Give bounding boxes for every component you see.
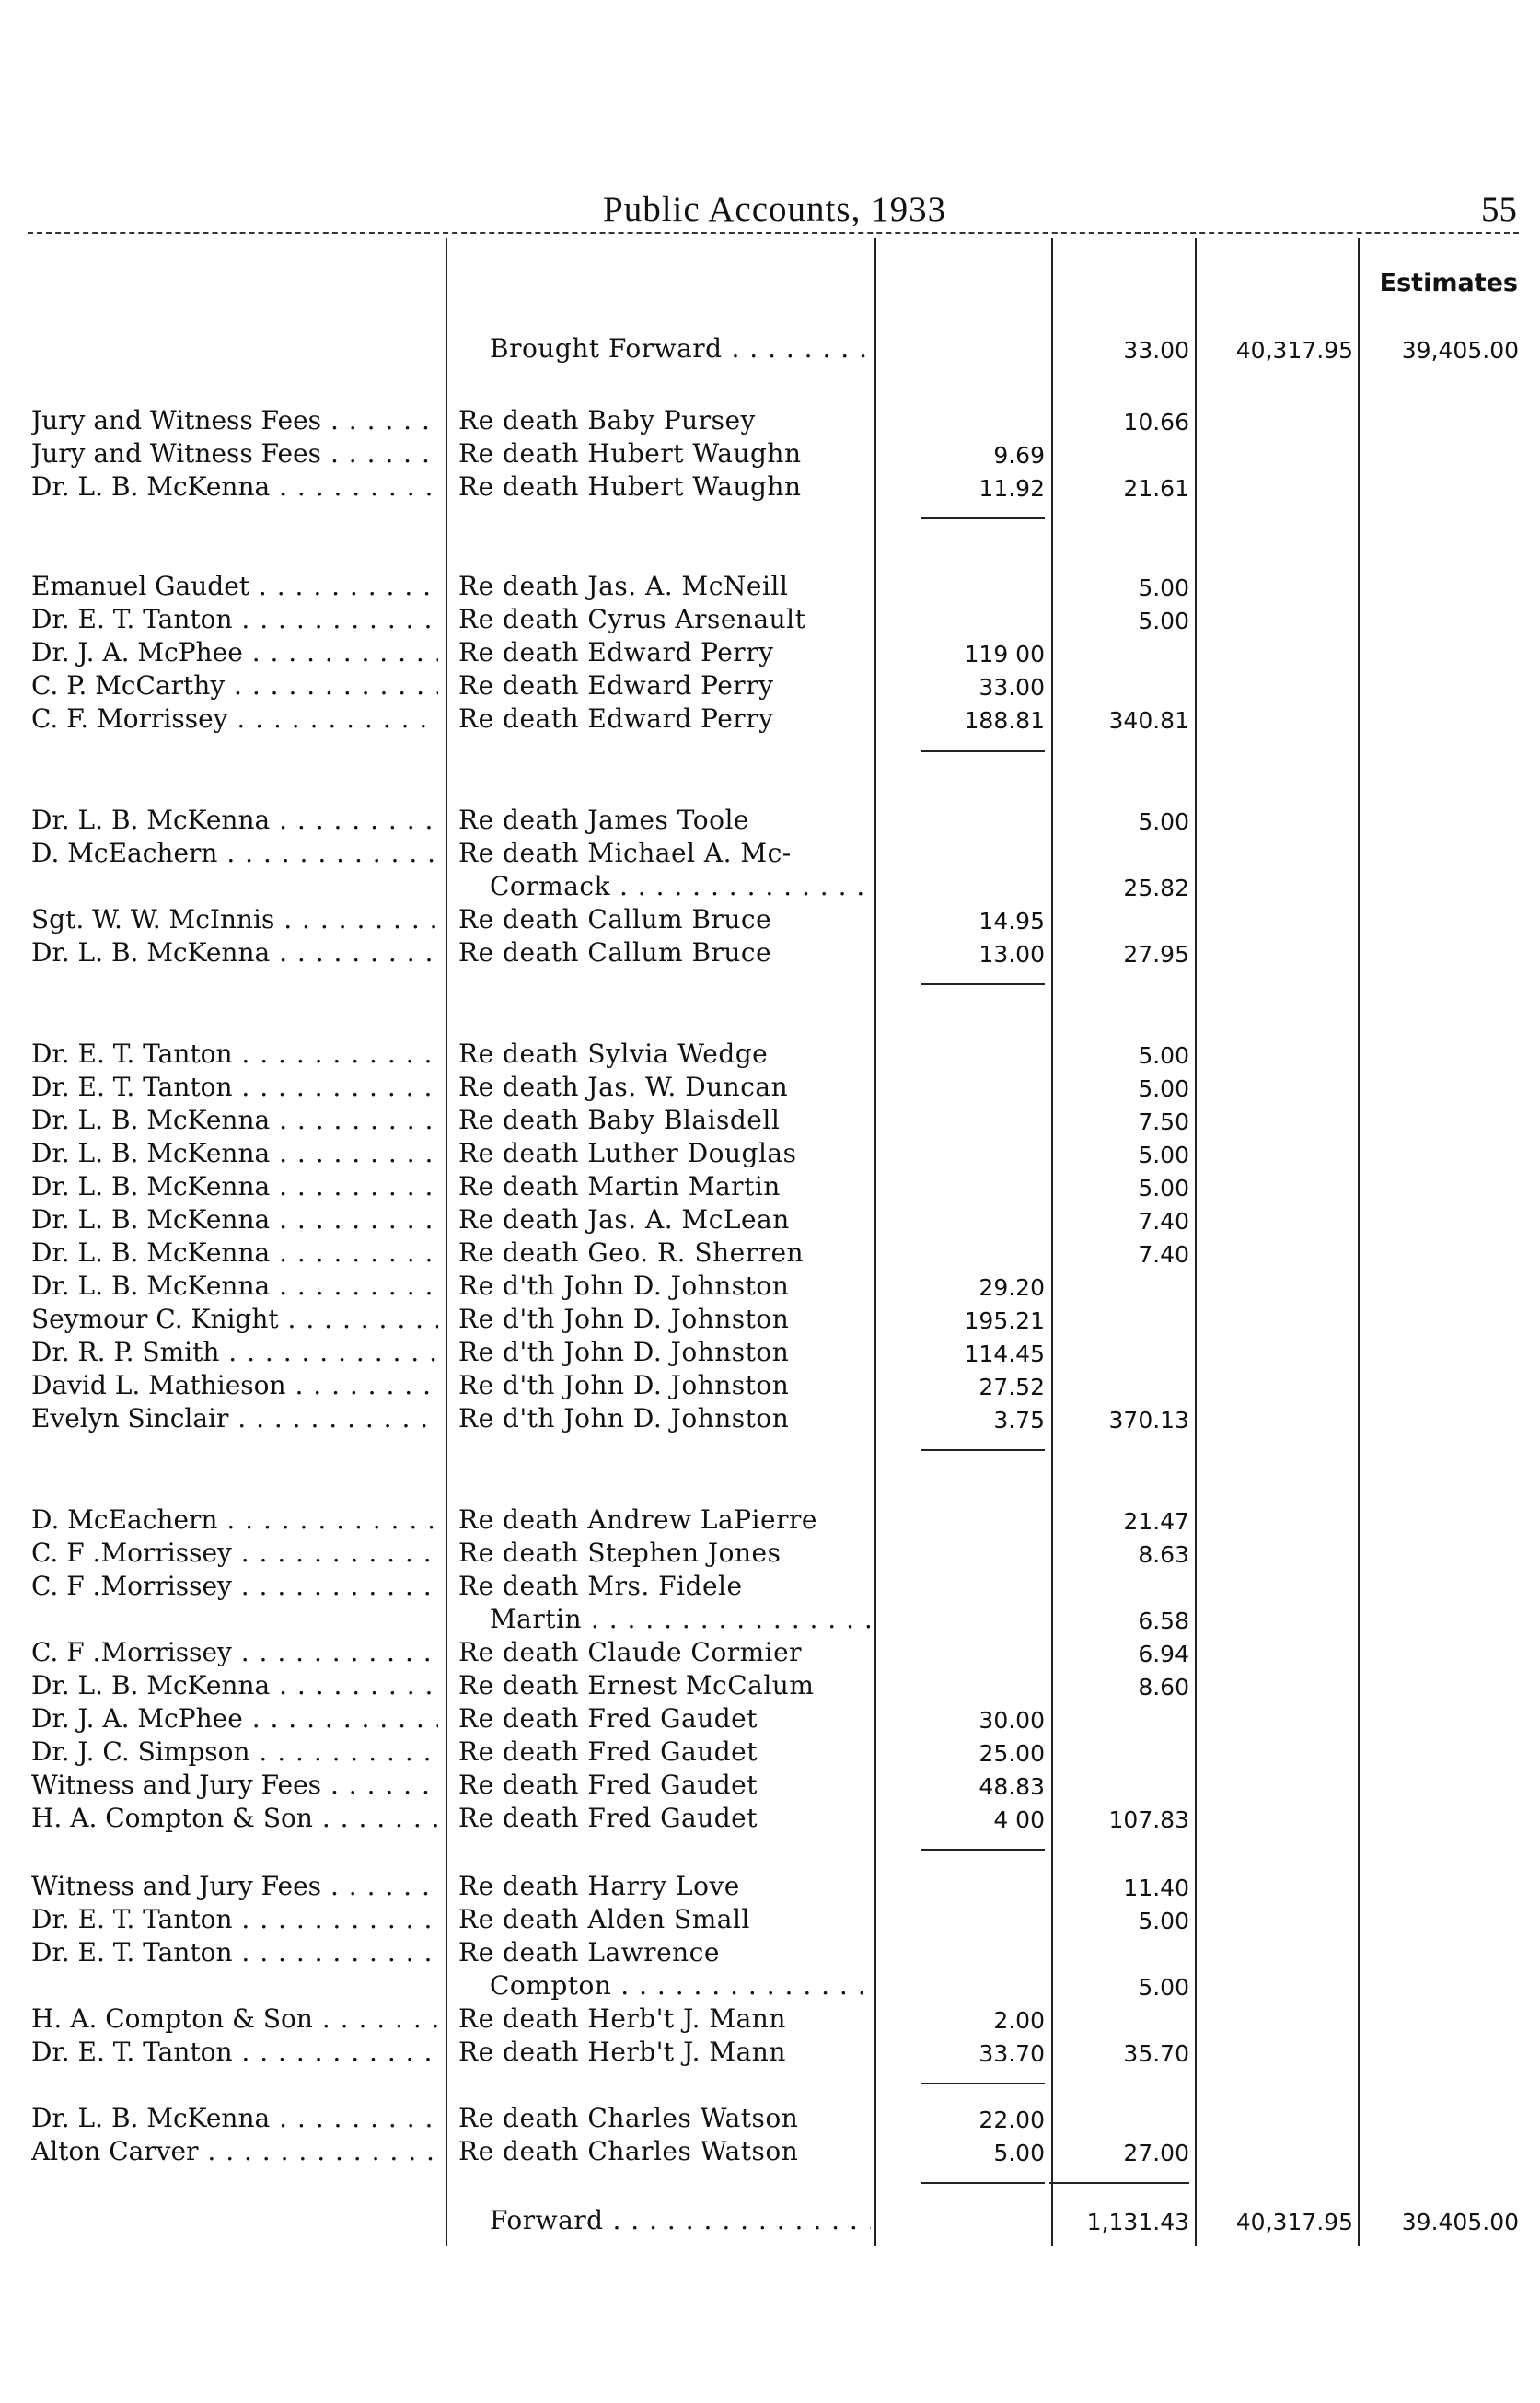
amount-total: 11.40	[1123, 1875, 1189, 1901]
description: Compton . . .	[490, 1970, 871, 2003]
amount-item: 22.00	[978, 2107, 1045, 2133]
description: Re death Luther Douglas	[458, 1138, 797, 1168]
payee: D. McEachern . . .	[31, 1504, 438, 1538]
amount-item: 33.00	[978, 674, 1045, 701]
amount-total: 35.70	[1123, 2040, 1189, 2067]
table-row	[0, 703, 1540, 737]
payee: Dr. E. T. Tanton . . .	[31, 1904, 438, 1937]
amount-total: 370.13	[1108, 1407, 1189, 1434]
table-row	[0, 1703, 1540, 1736]
payee: H. A. Compton & Son . . .	[31, 2003, 438, 2037]
payee: Dr. R. P. Smith . . .	[31, 1337, 438, 1370]
description: Re death Herb't J. Mann	[458, 2003, 786, 2034]
description: Re death Baby Blaisdell	[458, 1105, 781, 1135]
brought-forward-row	[0, 333, 1540, 366]
table-row	[0, 1670, 1540, 1703]
amount-total: 25.82	[1123, 875, 1189, 901]
description: Re death Jas. W. Duncan	[458, 1072, 789, 1102]
amount-total: 10.66	[1123, 409, 1189, 435]
table-row	[0, 571, 1540, 604]
table-row	[0, 1504, 1540, 1538]
table-row	[0, 904, 1540, 937]
subtotal-rule	[921, 2182, 1045, 2184]
amount-item: 25.00	[978, 1740, 1045, 1767]
payee: Dr. E. T. Tanton . . .	[31, 604, 438, 637]
description: Re d'th John D. Johnston	[458, 1304, 790, 1334]
brought-forward-label: Brought Forward . . .	[490, 333, 871, 366]
amount-total: 340.81	[1108, 707, 1189, 734]
amount-item	[884, 575, 1045, 604]
amount-total	[1059, 1274, 1189, 1304]
amount-total	[1059, 2007, 1189, 2037]
table-row	[0, 637, 1540, 670]
table-row	[0, 1105, 1540, 1138]
table-row	[0, 937, 1540, 970]
page-title: Public Accounts, 1933	[603, 190, 947, 229]
payee: Dr. L. B. McKenna . . .	[31, 1204, 438, 1237]
brought-forward-col2: 33.00	[1123, 337, 1189, 364]
table-row	[0, 604, 1540, 637]
amount-total: 5.00	[1138, 1974, 1189, 2001]
payee: Jury and Witness Fees . . .	[31, 438, 438, 471]
amount-total: 5.00	[1138, 808, 1189, 835]
table-row	[0, 1904, 1540, 1937]
payee: Dr. E. T. Tanton . . .	[31, 1937, 438, 1970]
payee: D. McEachern . . .	[31, 838, 438, 871]
table-row	[0, 1271, 1540, 1304]
table-row	[0, 2003, 1540, 2037]
table-row	[0, 405, 1540, 438]
amount-total: 7.40	[1138, 1241, 1189, 1268]
amount-item	[884, 1875, 1045, 1904]
amount-item: 48.83	[978, 1773, 1045, 1800]
table-row	[0, 871, 1540, 904]
subtotal-rule	[921, 750, 1045, 752]
amount-item	[884, 1241, 1045, 1271]
payee: C. F .Morrissey . . .	[31, 1571, 438, 1604]
description: Re death Cyrus Arsenault	[458, 604, 806, 634]
amount-item	[884, 1641, 1045, 1670]
table-row	[0, 1871, 1540, 1904]
subtotal-rule	[921, 517, 1045, 519]
description: Re death Fred Gaudet	[458, 1803, 758, 1833]
table-row	[0, 1370, 1540, 1403]
payee: Dr. J. A. McPhee . . .	[31, 637, 438, 670]
amount-total: 5.00	[1138, 1175, 1189, 1202]
subtotal-rule	[921, 2083, 1045, 2084]
amount-total	[1059, 1341, 1189, 1370]
forward-row	[0, 2205, 1540, 2238]
payee: Dr. E. T. Tanton . . .	[31, 2037, 438, 2070]
amount-item: 27.52	[978, 1374, 1045, 1400]
description: Re death Fred Gaudet	[458, 1736, 758, 1767]
payee: Dr. L. B. McKenna . . .	[31, 937, 438, 970]
payee: Alton Carver . . .	[31, 2136, 438, 2169]
forward-col2: 1,131.43	[1086, 2209, 1189, 2235]
payee: C. P. McCarthy . . .	[31, 670, 438, 703]
payee: Dr. L. B. McKenna . . .	[31, 1670, 438, 1703]
description: Re death Sylvia Wedge	[458, 1039, 769, 1069]
subtotal-rule	[921, 983, 1045, 985]
description: Re death Charles Watson	[458, 2103, 799, 2133]
description: Re death Edward Perry	[458, 637, 774, 668]
table-row	[0, 1970, 1540, 2003]
amount-item: 5.00	[993, 2140, 1045, 2166]
amount-total	[1059, 1374, 1189, 1403]
estimates-header: Estimates	[1379, 269, 1518, 297]
description: Re death Lawrence	[458, 1937, 720, 1968]
description: Re d'th John D. Johnston	[458, 1403, 790, 1434]
amount-total	[1059, 908, 1189, 937]
description: Re death Martin Martin	[458, 1171, 781, 1202]
amount-item	[884, 842, 1045, 871]
description: Re death Stephen Jones	[458, 1538, 782, 1568]
subtotal-rule	[921, 1449, 1045, 1451]
description: Re death Hubert Waughn	[458, 471, 802, 502]
payee	[31, 1604, 438, 1637]
payee: Dr. L. B. McKenna . . .	[31, 1237, 438, 1271]
table-row	[0, 1604, 1540, 1637]
amount-item: 195.21	[964, 1307, 1045, 1334]
description: Re death Claude Cormier	[458, 1637, 803, 1667]
table-row	[0, 1304, 1540, 1337]
table-row	[0, 1937, 1540, 1970]
payee: Sgt. W. W. McInnis . . .	[31, 904, 438, 937]
table-row	[0, 1171, 1540, 1204]
amount-item: 33.70	[978, 2040, 1045, 2067]
description: Re death Harry Love	[458, 1871, 740, 1901]
amount-item	[884, 1574, 1045, 1604]
payee: Dr. E. T. Tanton . . .	[31, 1039, 438, 1072]
description: Re death Charles Watson	[458, 2136, 799, 2166]
amount-item	[884, 1541, 1045, 1571]
description: Re d'th John D. Johnston	[458, 1370, 790, 1400]
table-row	[0, 1204, 1540, 1237]
description: Re death Andrew LaPierre	[458, 1504, 817, 1535]
payee: C. F .Morrissey . . .	[31, 1538, 438, 1571]
payee: Dr. L. B. McKenna . . .	[31, 2103, 438, 2136]
table-row	[0, 2037, 1540, 2070]
description: Re death Hubert Waughn	[458, 438, 802, 469]
payee: Witness and Jury Fees . . .	[31, 1871, 438, 1904]
amount-item	[884, 1608, 1045, 1637]
amount-item: 114.45	[964, 1341, 1045, 1367]
forward-estimates: 39.405.00	[1401, 2209, 1519, 2235]
amount-item	[884, 1974, 1045, 2003]
amount-total: 27.95	[1123, 941, 1189, 968]
amount-total: 5.00	[1138, 1042, 1189, 1069]
amount-item	[884, 1175, 1045, 1204]
amount-total	[1059, 641, 1189, 670]
description: Re death Jas. A. McNeill	[458, 571, 789, 601]
table-row	[0, 1571, 1540, 1604]
amount-total	[1059, 1707, 1189, 1736]
table-row	[0, 1039, 1540, 1072]
amount-item: 9.69	[993, 442, 1045, 469]
amount-item	[884, 1908, 1045, 1937]
description: Re death Jas. A. McLean	[458, 1204, 790, 1235]
payee	[31, 871, 438, 904]
payee: Dr. L. B. McKenna . . .	[31, 1138, 438, 1171]
amount-total	[1059, 2107, 1189, 2136]
table-row	[0, 2103, 1540, 2136]
table-row	[0, 1337, 1540, 1370]
table-row	[0, 471, 1540, 505]
table-row	[0, 1138, 1540, 1171]
amount-total: 107.83	[1108, 1806, 1189, 1833]
description: Re death James Toole	[458, 805, 749, 835]
description: Re death Fred Gaudet	[458, 1703, 758, 1734]
amount-item	[884, 875, 1045, 904]
amount-item: 4 00	[993, 1806, 1045, 1833]
page-number: 55	[1481, 190, 1517, 229]
amount-total: 5.00	[1138, 1908, 1189, 1934]
amount-total	[1059, 1773, 1189, 1803]
description: Cormack . . .	[490, 871, 871, 904]
description: Re death Fred Gaudet	[458, 1770, 758, 1800]
forward-label: Forward . . .	[490, 2205, 871, 2238]
payee: Evelyn Sinclair . . .	[31, 1403, 438, 1436]
amount-item: 30.00	[978, 1707, 1045, 1734]
amount-item	[884, 1075, 1045, 1105]
payee: Dr. E. T. Tanton . . .	[31, 1072, 438, 1105]
description: Re death Callum Bruce	[458, 904, 772, 934]
payee: H. A. Compton & Son . . .	[31, 1803, 438, 1836]
amount-item: 2.00	[993, 2007, 1045, 2034]
amount-total: 6.94	[1138, 1641, 1189, 1667]
amount-total: 5.00	[1138, 1075, 1189, 1102]
payee: Dr. L. B. McKenna . . .	[31, 471, 438, 505]
amount-item	[884, 1142, 1045, 1171]
amount-item: 14.95	[978, 908, 1045, 934]
payee: Dr. J. A. McPhee . . .	[31, 1703, 438, 1736]
description: Re death Edward Perry	[458, 670, 774, 701]
table-row	[0, 1803, 1540, 1836]
amount-item: 13.00	[978, 941, 1045, 968]
amount-item	[884, 1208, 1045, 1237]
table-row	[0, 670, 1540, 703]
payee: Dr. L. B. McKenna . . .	[31, 1171, 438, 1204]
table-row	[0, 1770, 1540, 1803]
description: Re death Ernest McCalum	[458, 1670, 815, 1701]
amount-item: 119 00	[964, 641, 1045, 668]
amount-item: 188.81	[964, 707, 1045, 734]
payee: Jury and Witness Fees . . .	[31, 405, 438, 438]
brought-forward-col3: 40,317.95	[1235, 337, 1353, 364]
description: Re death Mrs. Fidele	[458, 1571, 743, 1601]
description: Re d'th John D. Johnston	[458, 1337, 790, 1367]
brought-forward-estimates: 39,405.00	[1401, 337, 1519, 364]
amount-total	[1059, 442, 1189, 471]
amount-total: 5.00	[1138, 1142, 1189, 1168]
description: Re death Alden Small	[458, 1904, 750, 1934]
amount-total: 27.00	[1123, 2140, 1189, 2166]
amount-total: 8.63	[1138, 1541, 1189, 1568]
amount-item	[884, 1042, 1045, 1072]
payee: Dr. J. C. Simpson . . .	[31, 1736, 438, 1770]
payee: Emanuel Gaudet . . .	[31, 571, 438, 604]
amount-item	[884, 608, 1045, 637]
table-row	[0, 838, 1540, 871]
table-row	[0, 1637, 1540, 1670]
amount-item	[884, 808, 1045, 838]
table-row	[0, 1736, 1540, 1770]
payee: Dr. L. B. McKenna . . .	[31, 1271, 438, 1304]
subtotal-rule	[1049, 2182, 1189, 2184]
description: Re death Baby Pursey	[458, 405, 756, 435]
amount-total: 5.00	[1138, 608, 1189, 634]
amount-total: 5.00	[1138, 575, 1189, 601]
payee: Dr. L. B. McKenna . . .	[31, 805, 438, 838]
description: Re death Geo. R. Sherren	[458, 1237, 805, 1268]
description: Re death Edward Perry	[458, 703, 774, 734]
table-row	[0, 1403, 1540, 1436]
payee: Seymour C. Knight . . .	[31, 1304, 438, 1337]
amount-item	[884, 1941, 1045, 1970]
table-row	[0, 1072, 1540, 1105]
description: Re death Callum Bruce	[458, 937, 772, 968]
amount-item	[884, 409, 1045, 438]
amount-item	[884, 1109, 1045, 1138]
table-row	[0, 2136, 1540, 2169]
amount-total: 21.61	[1123, 475, 1189, 502]
payee: C. F. Morrissey . . .	[31, 703, 438, 737]
table-row	[0, 1538, 1540, 1571]
amount-total	[1059, 674, 1189, 703]
amount-item: 11.92	[978, 475, 1045, 502]
amount-total: 21.47	[1123, 1508, 1189, 1535]
header-rule	[28, 232, 1519, 234]
payee: C. F .Morrissey . . .	[31, 1637, 438, 1670]
description: Re death Herb't J. Mann	[458, 2037, 786, 2067]
amount-total	[1059, 1941, 1189, 1970]
payee: Dr. L. B. McKenna . . .	[31, 1105, 438, 1138]
amount-item: 29.20	[978, 1274, 1045, 1301]
amount-total	[1059, 1574, 1189, 1604]
table-row	[0, 1237, 1540, 1271]
amount-total	[1059, 842, 1189, 871]
table-row	[0, 805, 1540, 838]
amount-total	[1059, 1307, 1189, 1337]
amount-item: 3.75	[993, 1407, 1045, 1434]
amount-total	[1059, 1740, 1189, 1770]
amount-item	[884, 1508, 1045, 1538]
amount-total: 7.50	[1138, 1109, 1189, 1135]
description: Re d'th John D. Johnston	[458, 1271, 790, 1301]
amount-total: 7.40	[1138, 1208, 1189, 1235]
amount-total: 8.60	[1138, 1674, 1189, 1701]
table-row	[0, 438, 1540, 471]
amount-total: 6.58	[1138, 1608, 1189, 1634]
payee: Witness and Jury Fees . . .	[31, 1770, 438, 1803]
amount-item	[884, 1674, 1045, 1703]
payee: David L. Mathieson . . .	[31, 1370, 438, 1403]
description: Martin . . .	[490, 1604, 871, 1637]
subtotal-rule	[921, 1849, 1045, 1851]
payee	[31, 1970, 438, 2003]
forward-col3: 40,317.95	[1235, 2209, 1353, 2235]
description: Re death Michael A. Mc-	[458, 838, 792, 868]
